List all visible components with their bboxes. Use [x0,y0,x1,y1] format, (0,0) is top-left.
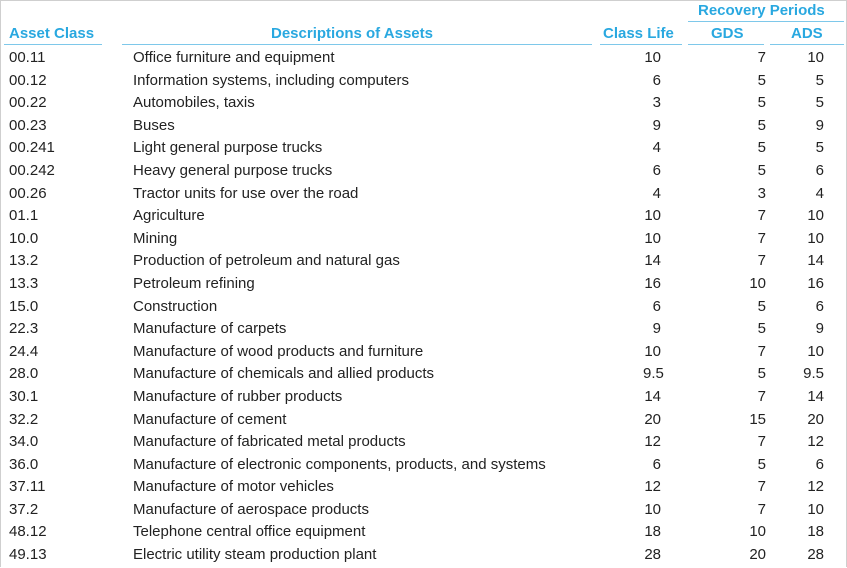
gds-cell: 7 [757,252,766,270]
asset-class-cell: 49.13 [9,546,47,564]
ads-cell: 12 [807,478,824,496]
description-cell: Manufacture of wood products and furniture [133,342,424,360]
description-cell: Electric utility steam production plant [133,546,377,564]
asset-class-cell: 22.3 [9,320,39,338]
class-life-cell: 20 [644,410,661,428]
description-cell: Light general purpose trucks [133,139,323,157]
asset-class-cell: 00.23 [9,116,47,134]
ads-cell: 5 [815,71,824,89]
table-row [0,409,847,432]
gds-cell: 7 [757,342,766,360]
ads-cell: 10 [807,207,824,225]
class-life-cell: 12 [644,433,661,451]
table-row [0,296,847,319]
class-life-cell: 4 [652,139,661,157]
class-life-cell: 12 [644,478,661,496]
recovery-periods-rule [688,21,844,22]
class-life-cell: 10 [644,49,661,66]
ads-rule [770,44,844,45]
gds-cell: 15 [749,410,766,428]
ads-cell: 6 [815,161,824,179]
asset-class-cell: 00.12 [9,71,47,89]
asset-class-cell: 37.2 [9,500,39,518]
description-cell: Office furniture and equipment [133,49,335,66]
ads-cell: 14 [807,252,824,270]
description-cell: Heavy general purpose trucks [133,161,333,179]
class-life-cell: 9.5 [643,365,664,383]
asset-class-cell: 15.0 [9,297,39,315]
ads-cell: 6 [815,455,824,473]
class-life-cell: 14 [644,387,661,405]
description-cell: Information systems, including computers [133,71,409,89]
class-life-cell: 28 [644,546,661,564]
asset-class-cell: 01.1 [9,207,39,225]
class-life-cell: 6 [652,455,661,473]
class-life-cell: 10 [644,229,661,247]
gds-header: GDS [711,25,744,42]
asset-class-cell: 48.12 [9,523,47,541]
gds-cell: 7 [757,433,766,451]
gds-cell: 7 [757,478,766,496]
class-life-cell: 10 [644,207,661,225]
class-life-cell: 14 [644,252,661,270]
asset-class-header: Asset Class [9,25,95,42]
ads-cell: 18 [807,523,824,541]
description-cell: Buses [133,116,175,134]
class-life-cell: 3 [652,94,661,112]
asset-class-cell: 13.3 [9,274,39,292]
gds-cell: 5 [757,297,766,315]
description-cell: Agriculture [133,207,205,225]
recovery-periods-header: Recovery Periods [698,2,825,19]
table-row [0,115,847,138]
descriptions-header: Descriptions of Assets [271,25,433,42]
asset-class-cell: 24.4 [9,342,39,360]
asset-table [0,47,847,567]
table-row [0,341,847,364]
table-row [0,454,847,477]
gds-cell: 7 [757,500,766,518]
asset-class-cell: 00.11 [9,49,46,66]
ads-cell: 5 [815,139,824,157]
description-cell: Manufacture of aerospace products [133,500,369,518]
class-life-header: Class Life [603,25,674,42]
ads-cell: 10 [807,342,824,360]
gds-cell: 5 [757,94,766,112]
gds-cell: 10 [749,274,766,292]
description-cell: Manufacture of motor vehicles [133,478,334,496]
table-row [0,273,847,296]
ads-header: ADS [791,25,823,42]
table-row [0,363,847,386]
asset-class-cell: 10.0 [9,229,39,247]
asset-class-cell: 00.242 [9,161,55,179]
table-row [0,92,847,115]
ads-cell: 16 [807,274,824,292]
gds-cell: 10 [749,523,766,541]
class-life-cell: 9 [652,320,661,338]
table-row [0,160,847,183]
ads-cell: 20 [807,410,824,428]
class-life-cell: 6 [652,161,661,179]
table-row [0,476,847,499]
asset-class-cell: 28.0 [9,365,39,383]
asset-class-cell: 36.0 [9,455,39,473]
descriptions-rule [122,44,592,45]
gds-cell: 5 [757,365,766,383]
description-cell: Manufacture of electronic components, products, and systems [133,455,546,473]
class-life-cell: 9 [652,116,661,134]
ads-cell: 9.5 [803,365,824,383]
ads-cell: 9 [815,116,824,134]
table-row [0,318,847,341]
asset-class-cell: 13.2 [9,252,39,270]
ads-cell: 9 [815,320,824,338]
table-row [0,250,847,273]
ads-cell: 10 [807,500,824,518]
table-row [0,431,847,454]
gds-cell: 5 [757,320,766,338]
table-row [0,47,847,70]
gds-cell: 3 [757,184,766,202]
asset-table-body [0,47,847,567]
asset-class-cell: 32.2 [9,410,39,428]
class-life-cell: 10 [644,342,661,360]
gds-cell: 5 [757,71,766,89]
ads-cell: 6 [815,297,824,315]
table-row [0,228,847,251]
class-life-cell: 4 [652,184,661,202]
asset-class-cell: 34.0 [9,433,39,451]
gds-cell: 7 [757,49,766,66]
gds-cell: 5 [757,161,766,179]
gds-cell: 5 [757,116,766,134]
gds-rule [688,44,764,45]
description-cell: Construction [133,297,218,315]
table-row [0,137,847,160]
table-row [0,386,847,409]
description-cell: Tractor units for use over the road [133,184,359,202]
table-row [0,70,847,93]
description-cell: Manufacture of fabricated metal products [133,433,406,451]
description-cell: Manufacture of carpets [133,320,287,338]
description-cell: Manufacture of chemicals and allied products [133,365,434,383]
description-cell: Petroleum refining [133,274,255,292]
gds-cell: 7 [757,229,766,247]
class-life-cell: 18 [644,523,661,541]
table-row [0,521,847,544]
table-row [0,183,847,206]
gds-cell: 5 [757,455,766,473]
ads-cell: 14 [807,387,824,405]
ads-cell: 10 [807,229,824,247]
table-row [0,544,847,567]
class-life-cell: 6 [652,297,661,315]
class-life-rule [600,44,682,45]
description-cell: Telephone central office equipment [133,523,366,541]
ads-cell: 5 [815,94,824,112]
class-life-cell: 10 [644,500,661,518]
description-cell: Manufacture of cement [133,410,287,428]
table-row [0,205,847,228]
asset-class-cell: 37.11 [9,478,46,496]
table-row [0,499,847,522]
description-cell: Mining [133,229,178,247]
asset-class-rule [4,44,102,45]
gds-cell: 7 [757,387,766,405]
gds-cell: 7 [757,207,766,225]
description-cell: Manufacture of rubber products [133,387,343,405]
ads-cell: 4 [815,184,824,202]
asset-class-cell: 00.26 [9,184,47,202]
asset-class-cell: 30.1 [9,387,39,405]
class-life-cell: 16 [644,274,661,292]
asset-class-cell: 00.241 [9,139,55,157]
ads-cell: 12 [807,433,824,451]
ads-cell: 28 [807,546,824,564]
description-cell: Production of petroleum and natural gas [133,252,400,270]
description-cell: Automobiles, taxis [133,94,255,112]
asset-class-cell: 00.22 [9,94,47,112]
gds-cell: 5 [757,139,766,157]
class-life-cell: 6 [652,71,661,89]
ads-cell: 10 [807,49,824,66]
gds-cell: 20 [749,546,766,564]
